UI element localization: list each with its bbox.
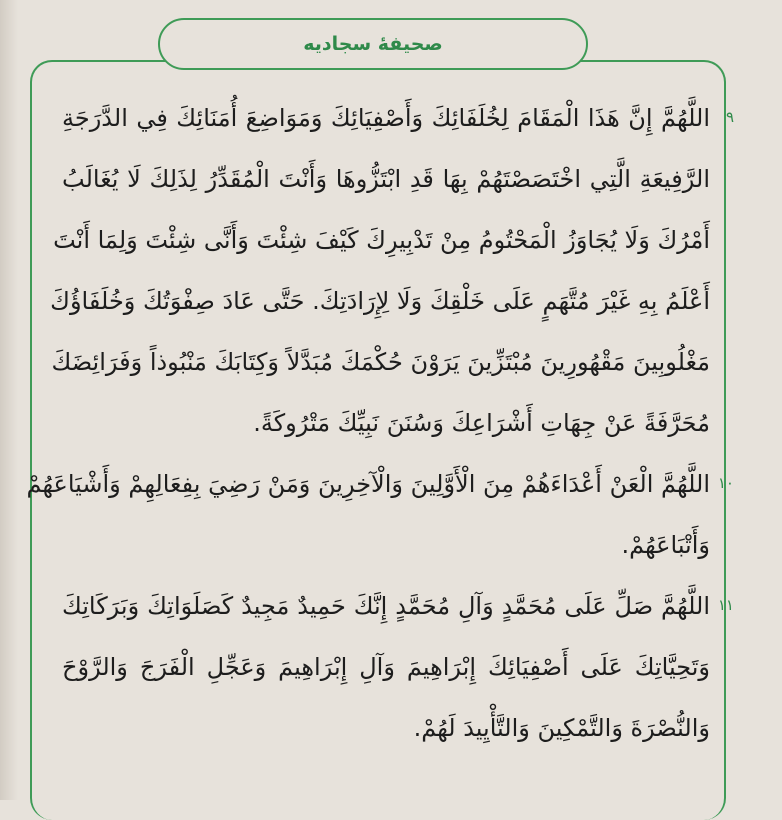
text-line: اللَّهُمَّ صَلِّ عَلَى مُحَمَّدٍ وَآلِ مُحَمَّدٍ إِنَّكَ حَمِيدٌ مَجِيدٌ كَصَلَوَاتِكَ وَبَرَكَاتِكَ	[62, 592, 710, 620]
text-line: وَأَتْبَاعَهُمْ.	[621, 531, 710, 559]
text-line: وَالنُّصْرَةَ وَالتَّمْكِينَ وَالتَّأْيِيدَ لَهُمْ.	[413, 714, 710, 742]
verse-number: ١٠	[717, 474, 734, 492]
verse-number: ٩	[725, 108, 734, 126]
text-line: وَتَحِيَّاتِكَ عَلَى أَصْفِيَائِكَ إِبْرَاهِيمَ وَآلِ إِبْرَاهِيمَ وَعَجِّلِ الْفَرَجَ وَالرَّوْحَ	[62, 653, 710, 681]
text-line: مُحَرَّفَةً عَنْ جِهَاتِ أَشْرَاعِكَ وَسُنَنَ نَبِيِّكَ مَتْرُوكَةً.	[253, 409, 710, 437]
verse-number: ١١	[717, 596, 734, 614]
verse-9	[50, 100, 734, 441]
book-title: صحيفهٔ سجاديه	[303, 33, 443, 55]
prayer-text-body	[26, 100, 734, 771]
verse-11	[62, 588, 734, 746]
page-gutter-shadow	[0, 0, 18, 800]
verse-10	[26, 466, 734, 563]
text-line: أَمْرُكَ وَلَا يُجَاوَزُ الْمَحْتُومُ مِنْ تَدْبِيرِكَ كَيْفَ شِئْتَ وَأَنَّى شِئْتَ وَلِمَا أَنْتَ	[53, 226, 710, 254]
text-line: مَغْلُوبِينَ مَقْهُورِينَ مُبْتَزِّينَ يَرَوْنَ حُكْمَكَ مُبَدَّلاً وَكِتَابَكَ مَنْبُوذاً وَفَرَائِضَكَ	[51, 348, 710, 376]
text-line: الرَّفِيعَةِ الَّتِي اخْتَصَصْتَهُمْ بِهَا قَدِ ابْتَزُّوهَا وَأَنْتَ الْمُقَدِّرُ لِذَلِكَ لَا يُغَالَبُ	[62, 165, 710, 193]
text-line: اللَّهُمَّ الْعَنْ أَعْدَاءَهُمْ مِنَ الْأَوَّلِينَ وَالْآخِرِينَ وَمَنْ رَضِيَ بِفِعَالِهِمْ وَأَشْيَاعَهُمْ	[26, 470, 710, 498]
header-tab	[158, 18, 588, 70]
text-line: اللَّهُمَّ إِنَّ هَذَا الْمَقَامَ لِخُلَفَائِكَ وَأَصْفِيَائِكَ وَمَوَاضِعَ أُمَنَائِكَ فِي الدَّرَجَةِ	[62, 104, 710, 132]
text-line: أَعْلَمُ بِهِ غَيْرَ مُتَّهَمٍ عَلَى خَلْقِكَ وَلَا لِإِرَادَتِكَ. حَتَّى عَادَ صِفْوَتُكَ وَخُلَفَاؤُكَ	[50, 287, 710, 315]
